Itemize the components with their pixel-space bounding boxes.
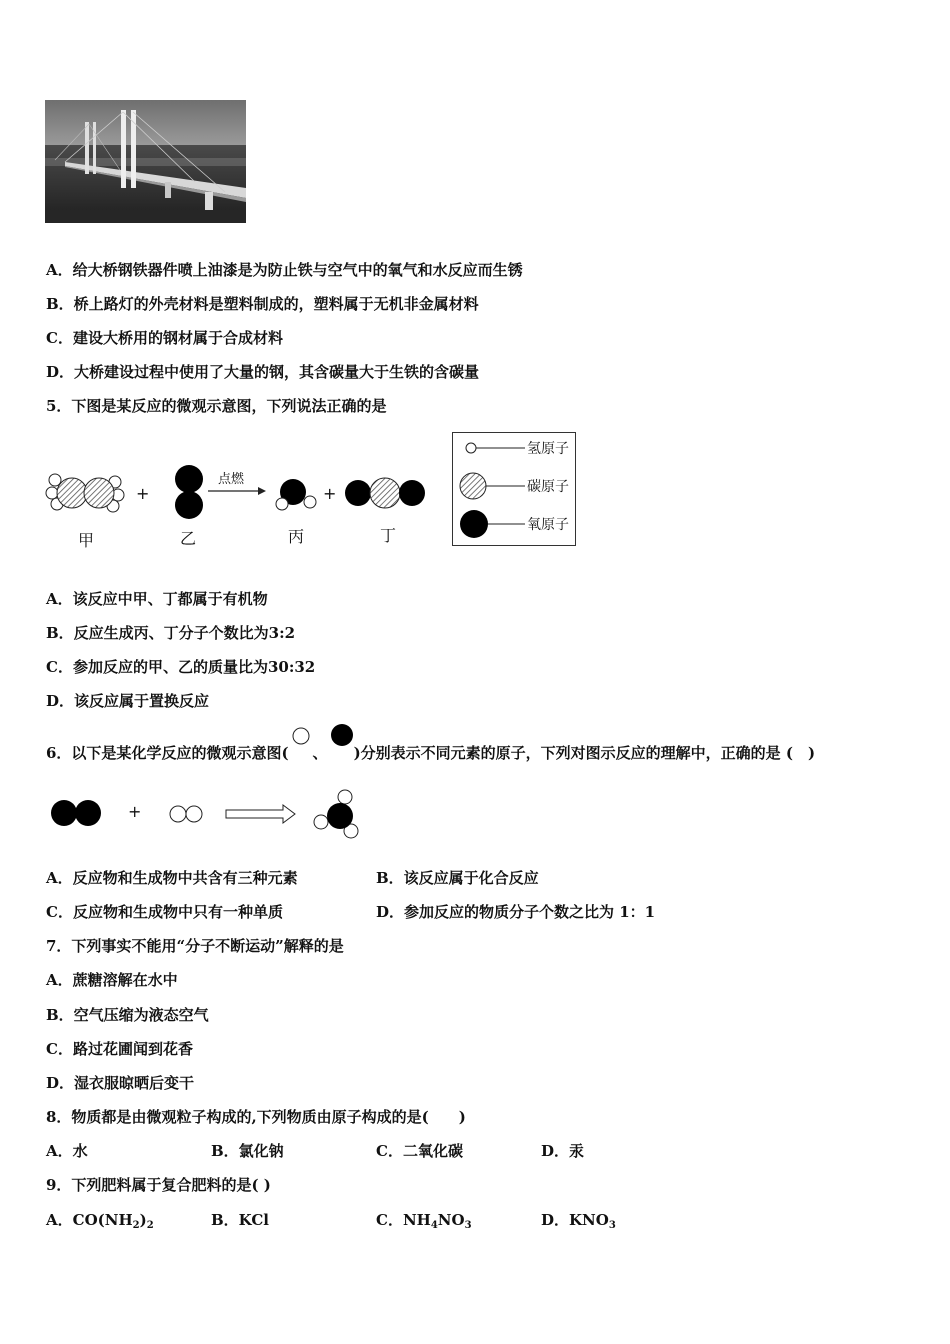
q6-option-b: B．该反应属于化合反应 (376, 869, 539, 887)
legend-carbon: 碳原子 (527, 479, 569, 495)
plus-sign: + (128, 802, 142, 821)
q6-stem-sep: 、 (312, 744, 328, 762)
molecule-jia (46, 474, 124, 512)
label-ding: 丁 (380, 526, 397, 545)
q4-option-c: C．建设大桥用的钢材属于合成材料 (46, 329, 283, 347)
black-atom-icon (328, 738, 354, 758)
q9-option-c: C．$NH_4NO_3$ (376, 1211, 472, 1231)
q9-stem: 9．下列肥料属于复合肥料的是( ) (46, 1176, 271, 1194)
q8-option-d: D．汞 (541, 1142, 585, 1160)
q6-option-d: D．参加反应的物质分子个数之比为 1：1 (376, 903, 656, 921)
q6-option-a: A．反应物和生成物中共含有三种元素 (46, 869, 298, 887)
q6-stem (46, 738, 815, 763)
label-bing: 丙 (288, 527, 305, 546)
q7-option-c: C．路过花圃闻到花香 (46, 1040, 193, 1058)
q8-option-c: C．二氧化碳 (376, 1142, 463, 1160)
q7-option-d: D．湿衣服晾晒后变干 (46, 1074, 195, 1092)
label-yi: 乙 (180, 529, 197, 548)
q4-option-b: B．桥上路灯的外壳材料是塑料制成的，塑料属于无机非金属材料 (46, 295, 479, 313)
q6-reaction-diagram (45, 785, 375, 845)
q5-option-a: A．该反应中甲、丁都属于有机物 (46, 590, 268, 608)
q5-option-b: B．反应生成丙、丁分子个数比为3:2 (46, 624, 296, 642)
q4-option-d: D．大桥建设过程中使用了大量的钢，其含碳量大于生铁的含碳量 (46, 363, 480, 381)
reaction-condition: 点燃 (218, 472, 245, 487)
white-atom-icon (289, 738, 313, 758)
q7-option-a: A．蔗糖溶解在水中 (46, 971, 178, 989)
q8-stem: 8．物质都是由微观粒子构成的,下列物质由原子构成的是( ) (46, 1108, 466, 1126)
q5-option-d: D．该反应属于置换反应 (46, 692, 210, 710)
q9-option-b: B．KCl (211, 1211, 269, 1229)
q4-option-a: A．给大桥钢铁器件喷上油漆是为防止铁与空气中的氧气和水反应而生锈 (46, 261, 523, 279)
plus-sign: + (136, 484, 150, 503)
bridge-photo (45, 100, 246, 223)
plus-sign: + (323, 484, 337, 503)
atom-legend (452, 432, 576, 546)
q6-stem-after: )分别表示不同元素的原子，下列对图示反应的理解中，正确的是 ( ) (353, 744, 816, 762)
legend-hydrogen: 氢原子 (527, 441, 569, 457)
q8-option-a: A．水 (46, 1142, 88, 1160)
q5-stem: 5．下图是某反应的微观示意图，下列说法正确的是 (46, 397, 387, 415)
q7-option-b: B．空气压缩为液态空气 (46, 1006, 209, 1024)
legend-oxygen: 氧原子 (527, 517, 569, 533)
q5-option-c: C．参加反应的甲、乙的质量比为30:32 (46, 658, 316, 676)
q6-stem-before: 6．以下是某化学反应的微观示意图( (46, 744, 289, 762)
q9-option-a: A．$CO(NH_2)_2$ (46, 1211, 154, 1231)
q7-stem: 7．下列事实不能用“分子不断运动”解释的是 (46, 937, 344, 955)
label-jia: 甲 (78, 531, 95, 550)
q9-option-d: D．$KNO_3$ (541, 1211, 616, 1231)
q6-option-c: C．反应物和生成物中只有一种单质 (46, 903, 283, 921)
q8-option-b: B．氯化钠 (211, 1142, 284, 1160)
